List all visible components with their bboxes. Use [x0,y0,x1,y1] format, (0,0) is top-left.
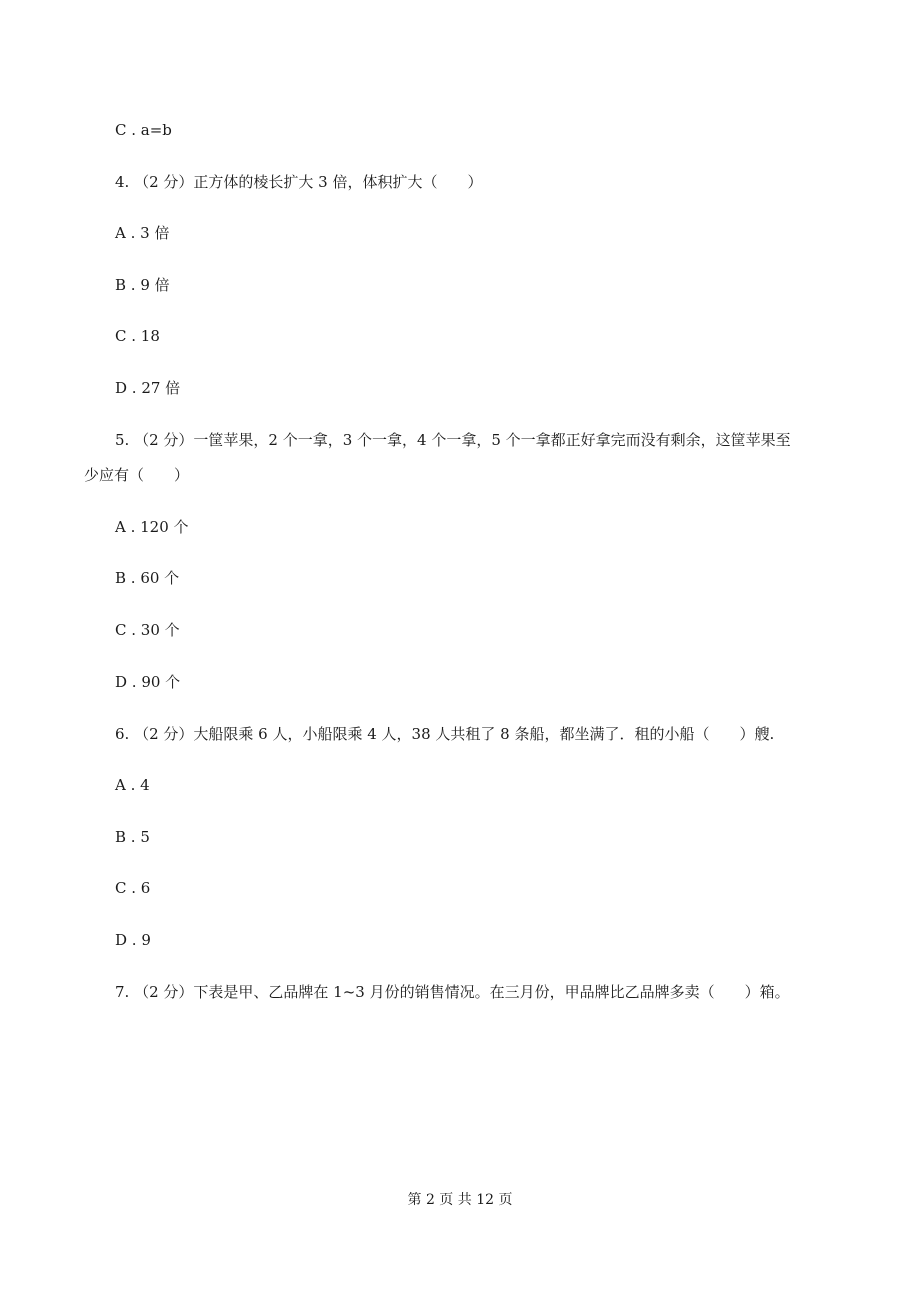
question-4-option-d: D . 27 倍 [115,379,181,397]
question-3-option-c: C . a=b [115,121,172,139]
question-5-option-b: B . 60 个 [115,569,180,587]
question-5-option-a: A . 120 个 [115,518,189,536]
question-5-text-line2: 少应有（ ） [84,466,190,484]
question-5-text-line1: 5. （2 分）一筐苹果，2 个一拿，3 个一拿，4 个一拿，5 个一拿都正好拿完而没有剩余，这筐苹果至 [115,431,791,449]
question-7-text: 7. （2 分）下表是甲、乙品牌在 1~3 月份的销售情况。在三月份，甲品牌比乙品牌多卖（ ）箱。 [115,983,790,1001]
question-6-option-c: C . 6 [115,879,151,897]
page-footer: 第 2 页 共 12 页 [407,1192,513,1208]
question-4-option-b: B . 9 倍 [115,276,170,294]
question-4-text: 4. （2 分）正方体的棱长扩大 3 倍，体积扩大（ ） [115,173,483,191]
question-5-option-d: D . 90 个 [115,673,181,691]
question-6-text: 6. （2 分）大船限乘 6 人，小船限乘 4 人，38 人共租了 8 条船，都坐满了．租的小船（ ）艘. [115,725,775,743]
question-6-option-d: D . 9 [115,931,151,949]
question-6-option-b: B . 5 [115,828,150,846]
question-6-option-a: A . 4 [115,776,150,794]
question-4-option-a: A . 3 倍 [115,224,170,242]
question-4-option-c: C . 18 [115,327,160,345]
question-5-option-c: C . 30 个 [115,621,180,639]
